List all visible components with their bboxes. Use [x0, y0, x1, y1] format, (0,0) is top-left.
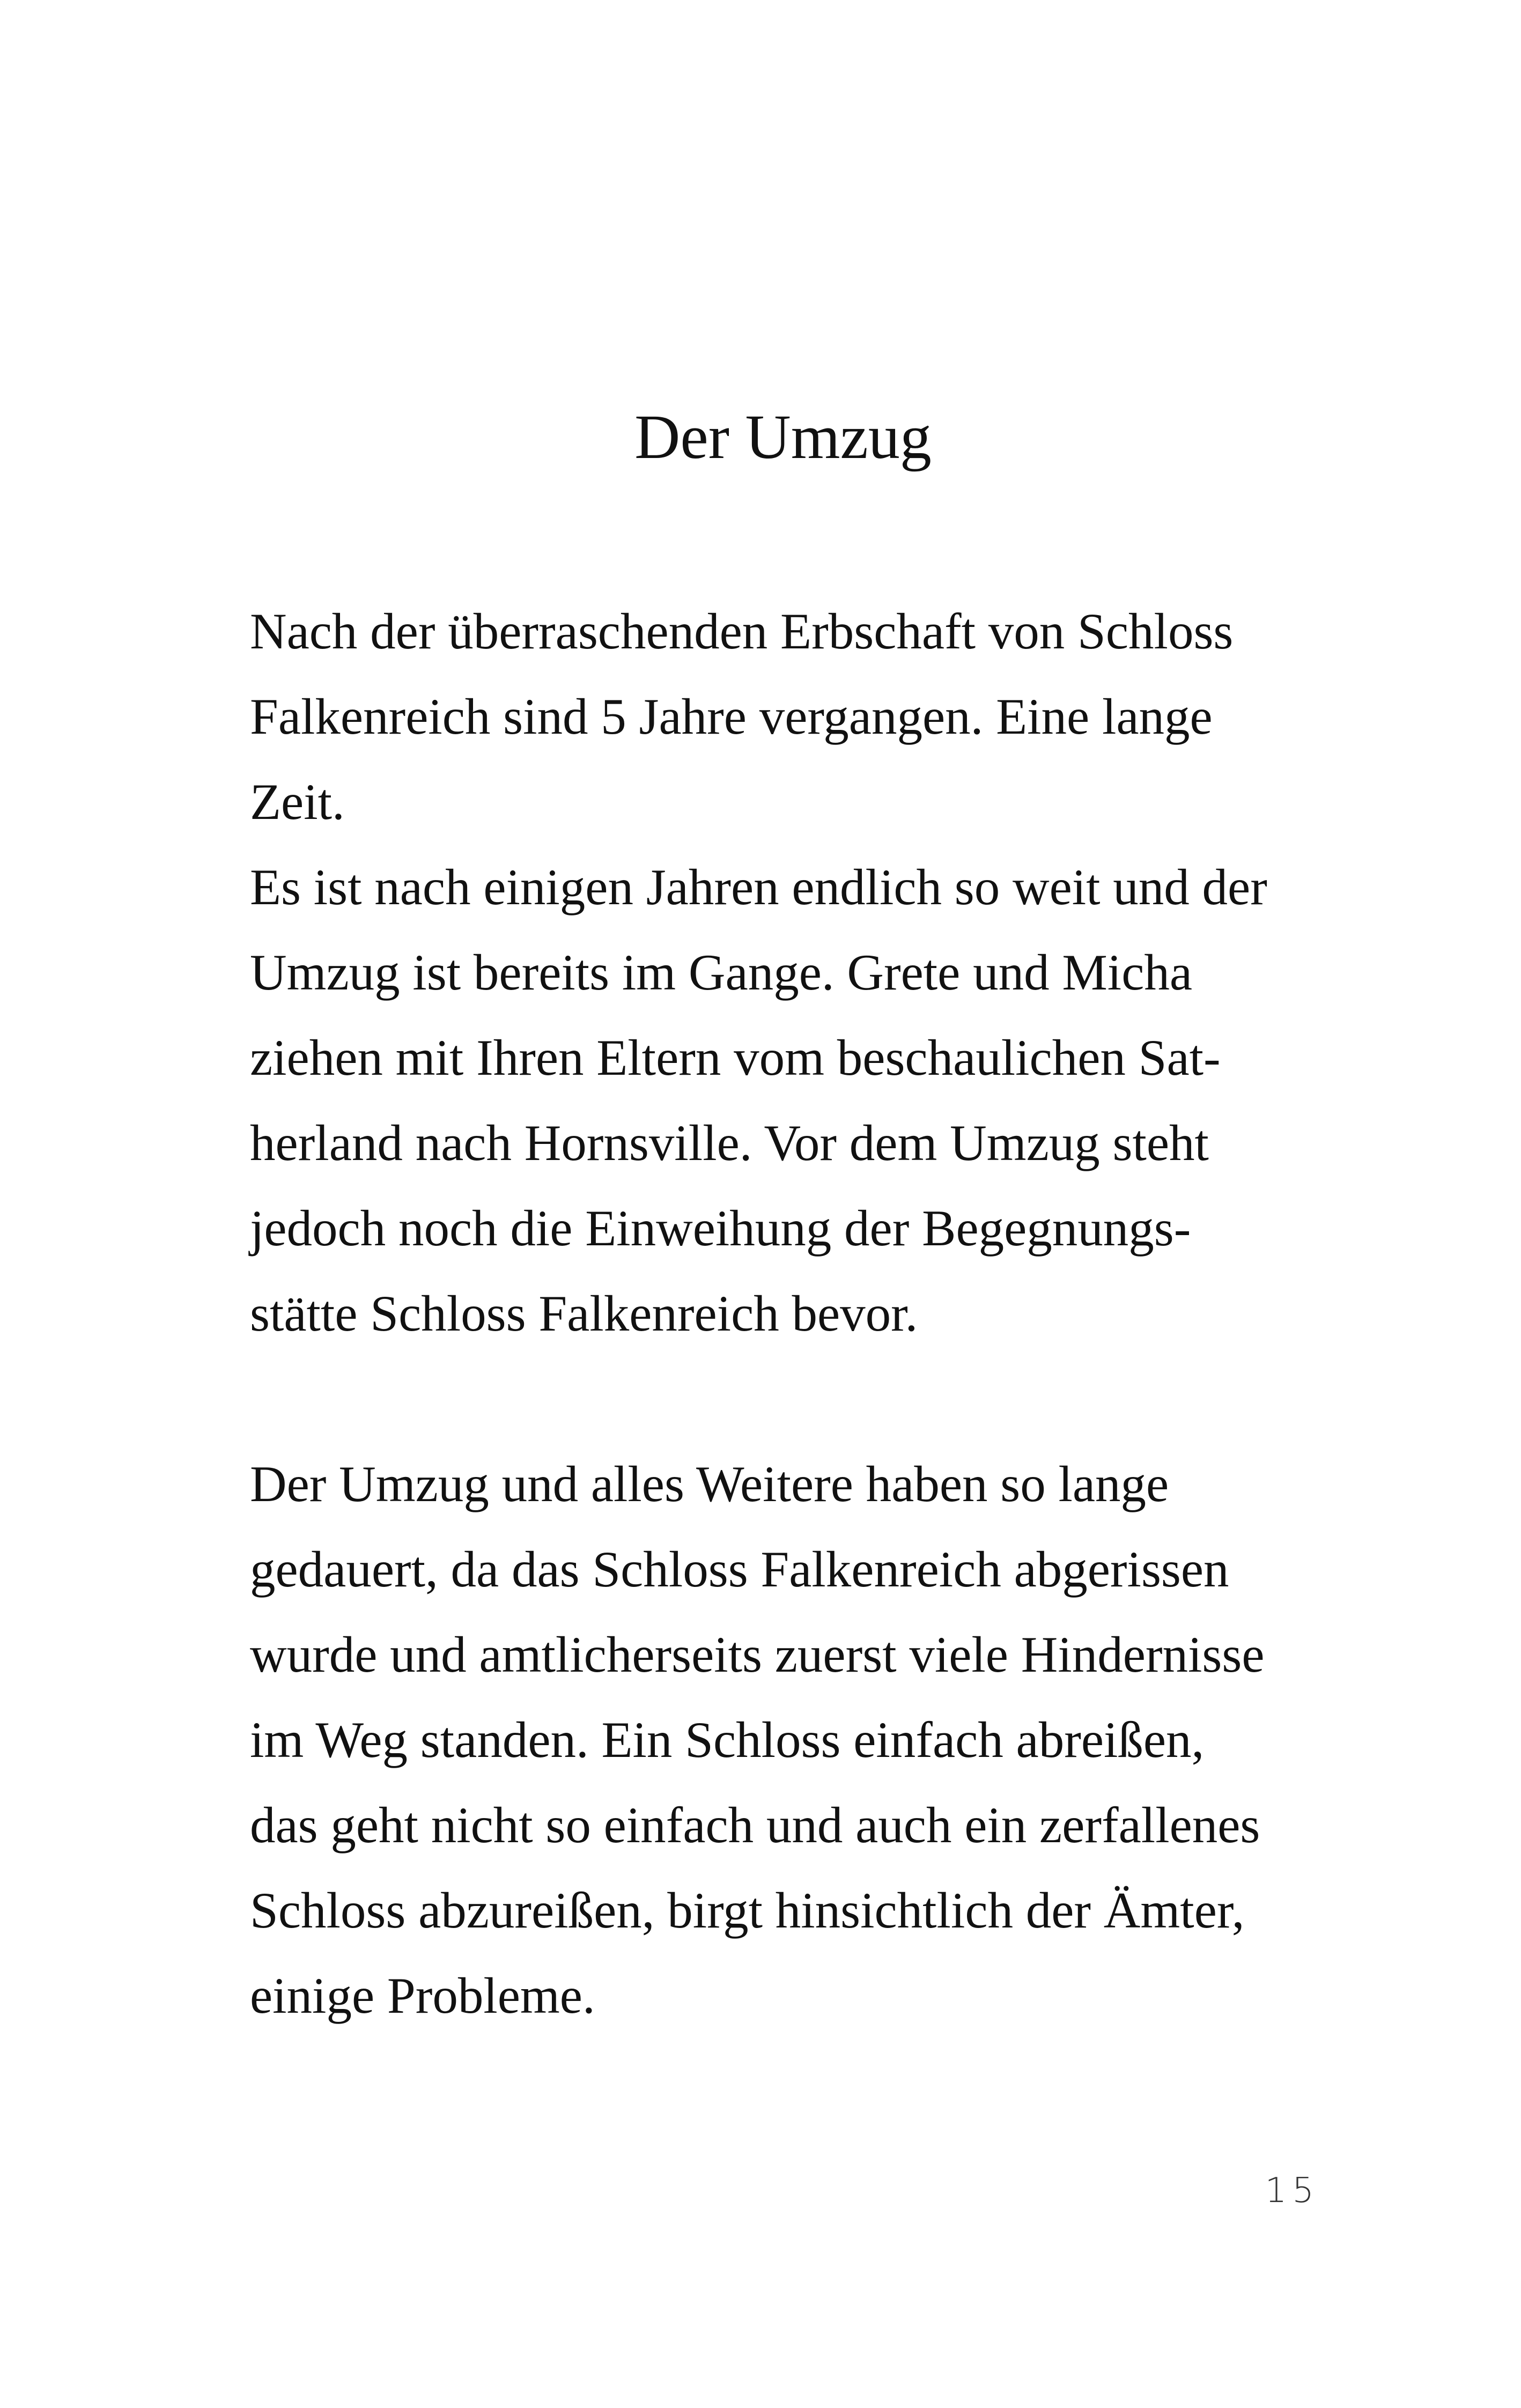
text-line: Falkenreich sind 5 Jahre vergangen. Eine lange [250, 688, 1213, 745]
text-line: Nach der überraschenden Erbschaft von Schloss [250, 603, 1234, 660]
text-line: herland nach Hornsville. Vor dem Umzug steht [250, 1114, 1209, 1171]
text-line: jedoch noch die Einweihung der Begegnungs- [250, 1200, 1191, 1257]
text-line: wurde und amtlicherseits zuerst viele Hindernisse [250, 1626, 1265, 1683]
paragraph-3 [250, 1442, 1376, 2038]
text-line: Schloss abzureißen, birgt hinsichtlich der Ämter, [250, 1882, 1245, 1939]
text-line: ziehen mit Ihren Eltern vom beschaulichen Sat- [250, 1029, 1221, 1086]
text-line: das geht nicht so einfach und auch ein zerfallenes [250, 1797, 1260, 1853]
paragraph-1 [250, 589, 1376, 845]
text-line: im Weg standen. Ein Schloss einfach abreißen, [250, 1711, 1205, 1768]
page-number: 15 [1265, 2171, 1319, 2211]
text-line: Es ist nach einigen Jahren endlich so weit und der [250, 859, 1267, 915]
text-line: Der Umzug und alles Weitere haben so lange [250, 1456, 1169, 1512]
text-line: einige Probleme. [250, 1967, 595, 2024]
text-line: stätte Schloss Falkenreich bevor. [250, 1285, 918, 1342]
chapter-title: Der Umzug [634, 402, 932, 472]
text-line: Umzug ist bereits im Gange. Grete und Micha [250, 944, 1193, 1001]
paragraph-spacer [250, 1356, 1376, 1442]
text-line: Zeit. [250, 773, 345, 830]
paragraph-2 [250, 845, 1376, 1356]
text-line: gedauert, da das Schloss Falkenreich abgerissen [250, 1541, 1229, 1598]
body-text [250, 589, 1376, 2038]
